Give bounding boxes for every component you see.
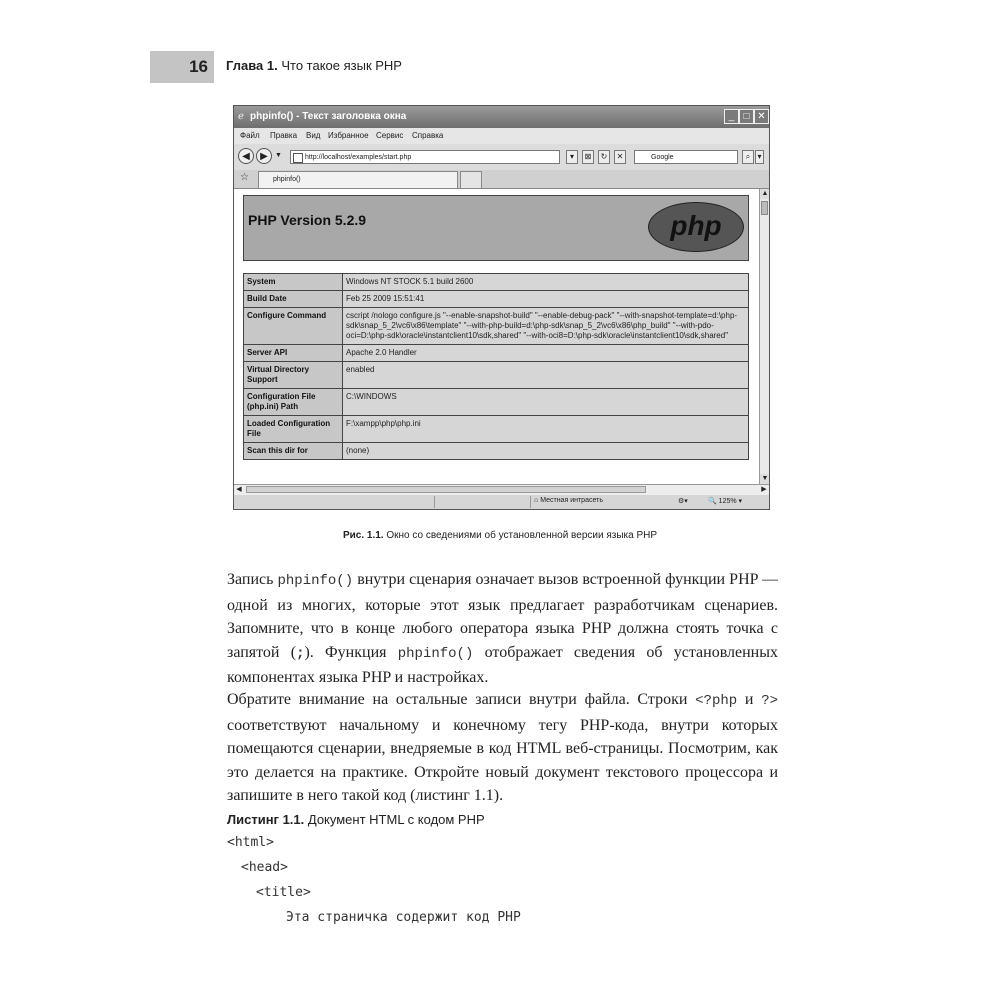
listing-caption bbox=[227, 812, 485, 827]
status-bar bbox=[234, 495, 769, 509]
info-key: Configure Command bbox=[244, 308, 343, 345]
scroll-left-icon[interactable]: ◀ bbox=[236, 486, 242, 493]
menu-item-edit[interactable]: Правка bbox=[270, 131, 298, 140]
favorites-star-icon[interactable]: ☆ bbox=[240, 172, 249, 183]
menu-item-view[interactable]: Вид bbox=[306, 131, 321, 140]
page-content bbox=[234, 189, 759, 484]
scroll-thumb[interactable] bbox=[761, 201, 768, 215]
caption-text: Окно со сведениями об установленной версии языка PHP bbox=[383, 530, 658, 541]
info-row bbox=[244, 291, 749, 308]
window-title: phpinfo() - Текст заголовка окна bbox=[250, 111, 407, 122]
address-input[interactable] bbox=[290, 150, 560, 164]
info-key: Configuration File (php.ini) Path bbox=[244, 389, 343, 416]
status-divider bbox=[530, 496, 531, 508]
paragraph-1 bbox=[227, 568, 778, 690]
hscroll-thumb[interactable] bbox=[246, 486, 646, 493]
menu-item-tools[interactable]: Сервис bbox=[376, 131, 404, 140]
paragraph-text: Обратите внимание на остальные записи внутри файла. Строки bbox=[227, 691, 696, 708]
paragraph-text: и bbox=[737, 691, 762, 708]
php-logo bbox=[648, 202, 744, 252]
info-value: cscript /nologo configure.js "--enable-snapshot-build" "--enable-debug-pack" "--with-snapshot-template=d:\php-sdk\snap_5_2\vc6\x86\template" "--with-php-build=d:\php-sdk\snap_5_2\vc6\x86\php_build" "--with-pdo-oci=D:\php-sdk\oracle\instantclient10\sdk,shared" "--with-oci8=D:\php-sdk\oracle\instantclient10\sdk,shared" bbox=[343, 308, 749, 345]
chapter-label: Глава 1. bbox=[226, 58, 278, 73]
info-key: Scan this dir for bbox=[244, 443, 343, 460]
paragraph-text: отображает сведения об установленных компонентах языка PHP и настройках. bbox=[227, 643, 778, 686]
info-key: Build Date bbox=[244, 291, 343, 308]
info-value: Feb 25 2009 15:51:41 bbox=[343, 291, 749, 308]
info-row bbox=[244, 443, 749, 460]
code-line: <html> bbox=[227, 835, 274, 850]
browser-window-figure bbox=[233, 105, 770, 510]
info-row bbox=[244, 362, 749, 389]
maximize-icon[interactable]: □ bbox=[739, 109, 754, 124]
new-tab-button[interactable] bbox=[460, 171, 482, 188]
vertical-scrollbar[interactable] bbox=[759, 189, 770, 484]
info-table bbox=[243, 273, 749, 460]
forward-icon[interactable]: ▶ bbox=[256, 148, 272, 164]
paragraph-text: соответствуют начальному и конечному тегу PHP-кода, внутри которых помещаются сценарии, внедряемые в код HTML веб-страницы. Посмотрим, как это делается на практике. Откройте новый документ текстового процессора и запишите в него такой код (листинг 1.1). bbox=[227, 716, 778, 804]
info-row bbox=[244, 416, 749, 443]
figure-caption bbox=[0, 530, 1000, 541]
code-line: <head> bbox=[241, 860, 288, 875]
tab-phpinfo[interactable] bbox=[258, 171, 458, 188]
tab-label: phpinfo() bbox=[273, 176, 301, 183]
search-icon[interactable]: ⌕ bbox=[742, 150, 754, 164]
info-value: enabled bbox=[343, 362, 749, 389]
listing-label: Листинг 1.1. bbox=[227, 812, 305, 827]
info-key: Virtual Directory Support bbox=[244, 362, 343, 389]
compat-icon[interactable]: ⊠ bbox=[582, 150, 594, 164]
listing-title: Документ HTML с кодом PHP bbox=[304, 812, 485, 827]
chapter-title: Что такое язык PHP bbox=[281, 58, 402, 73]
inline-code: <?php bbox=[695, 693, 738, 709]
status-zone-text: Местная интрасеть bbox=[540, 497, 603, 504]
inline-code: ; bbox=[296, 645, 305, 662]
protected-mode-icon[interactable]: ⚙▾ bbox=[678, 498, 688, 505]
info-value: Apache 2.0 Handler bbox=[343, 345, 749, 362]
close-icon[interactable]: ✕ bbox=[754, 109, 769, 124]
zoom-level: 125% bbox=[718, 498, 737, 505]
minimize-icon[interactable]: _ bbox=[724, 109, 739, 124]
address-toolbar bbox=[234, 144, 769, 170]
stop-icon[interactable]: ✕ bbox=[614, 150, 626, 164]
menu-item-favorites[interactable]: Избранное bbox=[328, 131, 369, 140]
menu-item-help[interactable]: Справка bbox=[412, 131, 444, 140]
address-text: http://localhost/examples/start.php bbox=[305, 154, 412, 161]
search-input[interactable] bbox=[634, 150, 738, 164]
info-key: System bbox=[244, 274, 343, 291]
search-options-icon[interactable]: ▾ bbox=[755, 150, 764, 164]
page-icon bbox=[293, 153, 303, 163]
horizontal-scrollbar[interactable] bbox=[234, 484, 769, 495]
menu-bar bbox=[234, 128, 769, 144]
search-placeholder: Google bbox=[651, 154, 674, 161]
inline-code: ?> bbox=[761, 693, 779, 709]
paragraph-2 bbox=[227, 688, 778, 808]
scroll-down-icon[interactable]: ▼ bbox=[761, 475, 769, 482]
info-value: F:\xampp\php\php.ini bbox=[343, 416, 749, 443]
info-value: C:\WINDOWS bbox=[343, 389, 749, 416]
inline-code: phpinfo() bbox=[397, 645, 474, 662]
code-line: <title> bbox=[256, 885, 311, 900]
window-titlebar bbox=[234, 106, 769, 128]
info-key: Loaded Configuration File bbox=[244, 416, 343, 443]
ie-icon: ℯ bbox=[238, 111, 244, 122]
address-dropdown-icon[interactable]: ▾ bbox=[566, 150, 578, 164]
info-value: (none) bbox=[343, 443, 749, 460]
inline-code: phpinfo() bbox=[277, 573, 354, 589]
scroll-up-icon[interactable]: ▲ bbox=[761, 190, 769, 197]
info-row bbox=[244, 308, 749, 345]
back-icon[interactable]: ◀ bbox=[238, 148, 254, 164]
php-version: PHP Version 5.2.9 bbox=[248, 212, 367, 228]
paragraph-text: внутри сценария означает вызов встроенной функции PHP — одной из многих, которые этот язык предлагает разработчикам сценариев. Запомните, что в конце любого оператора языка PHP должна стоять точка с запятой ( bbox=[227, 571, 778, 661]
status-zone: ⌂ Местная интрасеть bbox=[534, 497, 603, 504]
php-logo-text: php bbox=[670, 210, 722, 241]
status-divider bbox=[434, 496, 435, 508]
menu-item-file[interactable]: Файл bbox=[240, 131, 260, 140]
info-value: Windows NT STOCK 5.1 build 2600 bbox=[343, 274, 749, 291]
caption-label: Рис. 1.1. bbox=[342, 530, 384, 541]
code-line: Эта страничка содержит код PHP bbox=[286, 910, 521, 925]
php-version-banner bbox=[243, 195, 749, 261]
history-dropdown-icon[interactable]: ▼ bbox=[275, 152, 282, 159]
page-number: 16 bbox=[189, 57, 208, 76]
refresh-icon[interactable]: ↻ bbox=[598, 150, 610, 164]
zoom-control[interactable]: 🔍 125% ▾ bbox=[708, 498, 743, 505]
info-row bbox=[244, 389, 749, 416]
paragraph-text: Запись bbox=[227, 571, 278, 588]
scroll-right-icon[interactable]: ▶ bbox=[761, 486, 767, 493]
info-row bbox=[244, 345, 749, 362]
info-key: Server API bbox=[244, 345, 343, 362]
info-row bbox=[244, 274, 749, 291]
tab-row bbox=[234, 170, 769, 189]
chapter-header bbox=[226, 58, 402, 73]
paragraph-text: ). Функция bbox=[304, 643, 398, 661]
